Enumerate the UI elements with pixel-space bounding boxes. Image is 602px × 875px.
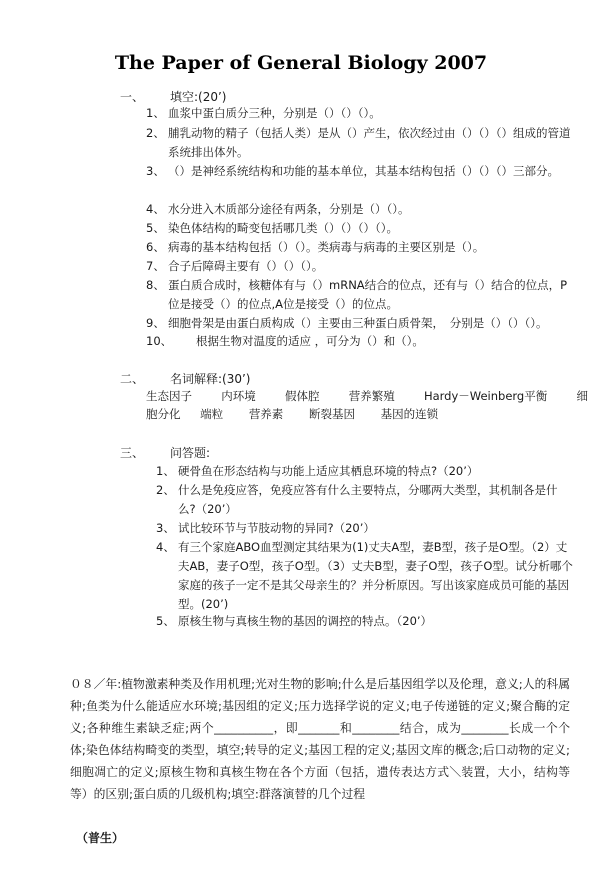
question-number: 3、 <box>156 521 175 535</box>
term-list-line-2 <box>146 405 576 424</box>
question-text: 什么是免疫应答，免疫应答有什么主要特点，分哪两大类型，其机制各是什么?（20’） <box>178 483 558 516</box>
question-number: 2、 <box>146 126 165 140</box>
term: Hardy－Weinberg平衡 <box>423 389 548 403</box>
question-text: 水分进入木质部分途径有两条，分别是（）（）。 <box>168 202 410 216</box>
term: 假体腔 <box>284 389 320 403</box>
question-number: 6、 <box>146 240 165 254</box>
section-number: 一、 <box>120 90 145 104</box>
year-2008-topics: ０８／年:植物激素种类及作用机理;光对生物的影响;什么是后基因组学以及伦理，意义;人的科属种;鱼类为什么能适应水环境;基因组的定义;压力选择学说的定义;电子传递链的定义;聚合酶的定义;各种维生素缺乏症;两个__________，即_______和________结合，成为________长成一个个体;染色体结构畸变的类型，填空;转导的定义;基因工程的定义;基因文库的概念;后口动物的定义;细胞凋亡的定义;原核生物和真核生物在各个方面（包括，遗传表达方式＼装置，大小，结构等等）的区别;蛋白质的几级机构;填空:群落演替的几个过程 <box>70 677 570 801</box>
question-number: 8、 <box>146 278 165 292</box>
question-text: 根据生物对温度的适应 ，可分为（）和（）。 <box>196 334 424 348</box>
question-text: （）是神经系统结构和功能的基本单位，其基本结构包括（）（）（）三部分。 <box>168 164 559 178</box>
question-number: 4、 <box>146 202 165 216</box>
term: 内环境 <box>221 389 256 403</box>
question-number: 7、 <box>146 259 165 273</box>
section-number: 二、 <box>120 372 145 386</box>
question-text: 硬骨鱼在形态结构与功能上适应其栖息环境的特点?（20’） <box>178 464 479 478</box>
section-title: 名词解释:(30’) <box>170 372 251 386</box>
question-number: 1、 <box>146 106 165 120</box>
question-number: 9、 <box>146 316 165 330</box>
question-text: 合子后障碍主要有（）（）（）。 <box>168 259 324 273</box>
question-number: 10、 <box>146 334 173 348</box>
question-text: 血浆中蛋白质分三种，分别是（）（）（）。 <box>168 106 381 120</box>
question-text: 染色体结构的畸变包括哪几类（）（）（）（）。 <box>168 221 398 235</box>
section-title: 问答题: <box>170 446 211 460</box>
question-text: 细胞骨架是由蛋白质构成（）主要由三种蛋白质骨架， 分别是（）（）（）。 <box>168 316 548 330</box>
question-text: 试比较环节与节肢动物的异同?（20’） <box>178 521 375 535</box>
question-number: 2、 <box>156 483 175 497</box>
section-number: 三、 <box>120 446 145 460</box>
question-text: 蛋白质合成时，核糖体有与（）mRNA结合的位点，还有与（）结合的位点，P位是接受（）的位点,A位是接受（）的位点。 <box>168 278 568 311</box>
term: 生态因子 <box>146 389 192 403</box>
term: 基因的连锁 <box>380 407 439 421</box>
question-number: 4、 <box>156 540 175 554</box>
question-text: 原核生物与真核生物的基因的调控的特点。（20’） <box>178 614 433 628</box>
section-title: 填空:(20’) <box>170 90 227 104</box>
term-continuation: 胞分化 <box>146 407 181 421</box>
question-text: 病毒的基本结构包括（）（）。类病毒与病毒的主要区别是（）。 <box>168 240 485 254</box>
question-text: 有三个家庭ABO血型测定其结果为(1)丈夫A型，妻B型，孩子是O型。（2）丈夫AB，妻子O型，孩子O型。（3）丈夫B型，妻子O型，孩子O型。试分析哪个家庭的孩子一定不是其父母亲生的？并分析原因。写出该家庭成员可能的基因型。(20’) <box>178 540 573 611</box>
question-number: 5、 <box>156 614 175 628</box>
question-text: 脯乳动物的精子（包括人类）是从（）产生，依次经过由（）（）（）组成的管道系统排出体外。 <box>168 126 571 159</box>
question-number: 3、 <box>146 164 165 178</box>
question-number: 5、 <box>146 221 165 235</box>
term: 营养素 <box>248 407 284 421</box>
footer-note: （普生） <box>76 831 125 845</box>
term: 断裂基因 <box>308 407 355 421</box>
term: 细 <box>576 389 588 403</box>
term: 端粒 <box>200 407 224 421</box>
question-number: 1、 <box>156 464 175 478</box>
page-title: The Paper of General Biology 2007 <box>114 52 488 74</box>
term: 营养繁殖 <box>348 389 395 403</box>
